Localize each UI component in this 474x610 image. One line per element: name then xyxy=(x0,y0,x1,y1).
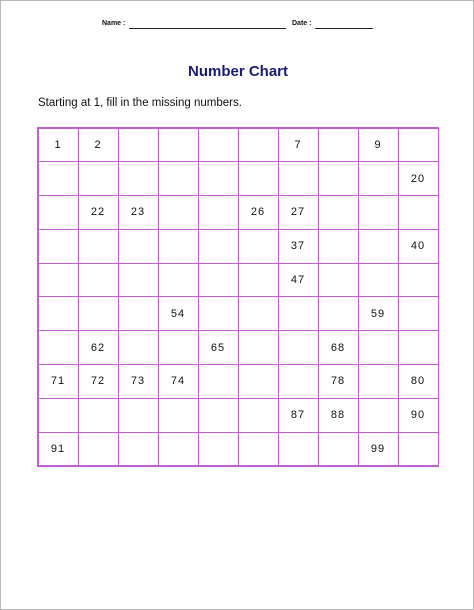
grid-cell: 91 xyxy=(38,432,79,467)
grid-cell[interactable] xyxy=(398,263,439,298)
grid-cell: 65 xyxy=(198,330,239,365)
grid-cell: 37 xyxy=(278,229,319,264)
grid-cell[interactable] xyxy=(358,398,399,433)
grid-cell[interactable] xyxy=(198,296,239,331)
grid-cell[interactable] xyxy=(398,432,439,467)
grid-cell[interactable] xyxy=(358,263,399,298)
grid-cell[interactable] xyxy=(158,330,199,365)
grid-cell[interactable] xyxy=(38,195,79,230)
grid-cell[interactable] xyxy=(318,161,359,196)
grid-cell[interactable] xyxy=(238,161,279,196)
header xyxy=(1,17,474,33)
grid-cell: 90 xyxy=(398,398,439,433)
grid-cell[interactable] xyxy=(158,128,199,163)
grid-cell: 22 xyxy=(78,195,119,230)
instructions-text: Starting at 1, fill in the missing numbers. xyxy=(38,97,242,109)
grid-cell[interactable] xyxy=(358,229,399,264)
grid-cell[interactable] xyxy=(398,330,439,365)
grid-cell[interactable] xyxy=(398,296,439,331)
grid-cell[interactable] xyxy=(198,195,239,230)
grid-cell[interactable] xyxy=(238,263,279,298)
grid-cell[interactable] xyxy=(318,263,359,298)
grid-cell[interactable] xyxy=(38,263,79,298)
grid-cell[interactable] xyxy=(278,296,319,331)
grid-cell: 23 xyxy=(118,195,159,230)
grid-cell[interactable] xyxy=(118,229,159,264)
grid-cell[interactable] xyxy=(158,229,199,264)
grid-cell[interactable] xyxy=(118,296,159,331)
grid-cell: 87 xyxy=(278,398,319,433)
grid-cell: 88 xyxy=(318,398,359,433)
grid-cell: 2 xyxy=(78,128,119,163)
grid-cell[interactable] xyxy=(238,296,279,331)
grid-cell[interactable] xyxy=(118,263,159,298)
grid-cell: 71 xyxy=(38,364,79,399)
grid-cell[interactable] xyxy=(318,195,359,230)
grid-cell[interactable] xyxy=(278,161,319,196)
grid-cell[interactable] xyxy=(398,195,439,230)
grid-cell[interactable] xyxy=(278,330,319,365)
grid-cell[interactable] xyxy=(78,398,119,433)
grid-cell: 78 xyxy=(318,364,359,399)
grid-cell: 62 xyxy=(78,330,119,365)
grid-cell[interactable] xyxy=(198,398,239,433)
grid-cell[interactable] xyxy=(318,432,359,467)
grid-cell[interactable] xyxy=(238,128,279,163)
grid-cell[interactable] xyxy=(238,432,279,467)
grid-cell[interactable] xyxy=(118,161,159,196)
grid-cell[interactable] xyxy=(158,161,199,196)
grid-cell: 9 xyxy=(358,128,399,163)
grid-cell[interactable] xyxy=(158,432,199,467)
grid-cell[interactable] xyxy=(78,161,119,196)
grid-cell: 72 xyxy=(78,364,119,399)
grid-cell[interactable] xyxy=(238,229,279,264)
grid-cell[interactable] xyxy=(158,195,199,230)
grid-cell[interactable] xyxy=(78,263,119,298)
grid-cell[interactable] xyxy=(78,229,119,264)
grid-cell[interactable] xyxy=(158,263,199,298)
grid-cell: 26 xyxy=(238,195,279,230)
grid-cell: 40 xyxy=(398,229,439,264)
grid-cell: 47 xyxy=(278,263,319,298)
grid-cell[interactable] xyxy=(38,330,79,365)
page-title: Number Chart xyxy=(187,63,288,80)
grid-cell[interactable] xyxy=(158,398,199,433)
grid-cell: 27 xyxy=(278,195,319,230)
grid-cell: 68 xyxy=(318,330,359,365)
grid-cell[interactable] xyxy=(118,398,159,433)
grid-cell: 80 xyxy=(398,364,439,399)
name-blank-line xyxy=(129,28,286,29)
grid-cell[interactable] xyxy=(358,330,399,365)
grid-cell: 99 xyxy=(358,432,399,467)
grid-cell[interactable] xyxy=(278,432,319,467)
name-label: Name : xyxy=(102,20,126,27)
grid-cell[interactable] xyxy=(198,432,239,467)
grid-cell[interactable] xyxy=(198,128,239,163)
grid-cell[interactable] xyxy=(318,229,359,264)
grid-cell[interactable] xyxy=(38,296,79,331)
grid-cell[interactable] xyxy=(198,161,239,196)
grid-cell[interactable] xyxy=(198,263,239,298)
grid-cell[interactable] xyxy=(38,229,79,264)
grid-cell[interactable] xyxy=(318,128,359,163)
date-blank-line xyxy=(315,28,373,29)
grid-cell: 54 xyxy=(158,296,199,331)
grid-cell[interactable] xyxy=(78,432,119,467)
date-label: Date : xyxy=(292,20,312,27)
grid-cell[interactable] xyxy=(318,296,359,331)
grid-cell[interactable] xyxy=(118,330,159,365)
grid-cell: 74 xyxy=(158,364,199,399)
grid-cell[interactable] xyxy=(278,364,319,399)
grid-cell[interactable] xyxy=(38,398,79,433)
grid-cell[interactable] xyxy=(78,296,119,331)
grid-cell: 73 xyxy=(118,364,159,399)
grid-cell[interactable] xyxy=(358,195,399,230)
grid-cell[interactable] xyxy=(198,364,239,399)
grid-cell[interactable] xyxy=(38,161,79,196)
grid-cell[interactable] xyxy=(358,364,399,399)
grid-cell[interactable] xyxy=(118,432,159,467)
grid-cell: 7 xyxy=(278,128,319,163)
number-grid xyxy=(37,127,439,467)
grid-cell[interactable] xyxy=(398,128,439,163)
grid-cell: 1 xyxy=(38,128,79,163)
grid-cell: 59 xyxy=(358,296,399,331)
grid-cell[interactable] xyxy=(238,364,279,399)
grid-cell[interactable] xyxy=(238,398,279,433)
grid-cell: 20 xyxy=(398,161,439,196)
grid-cell[interactable] xyxy=(238,330,279,365)
grid-cell[interactable] xyxy=(358,161,399,196)
grid-cell[interactable] xyxy=(118,128,159,163)
grid-cell[interactable] xyxy=(198,229,239,264)
